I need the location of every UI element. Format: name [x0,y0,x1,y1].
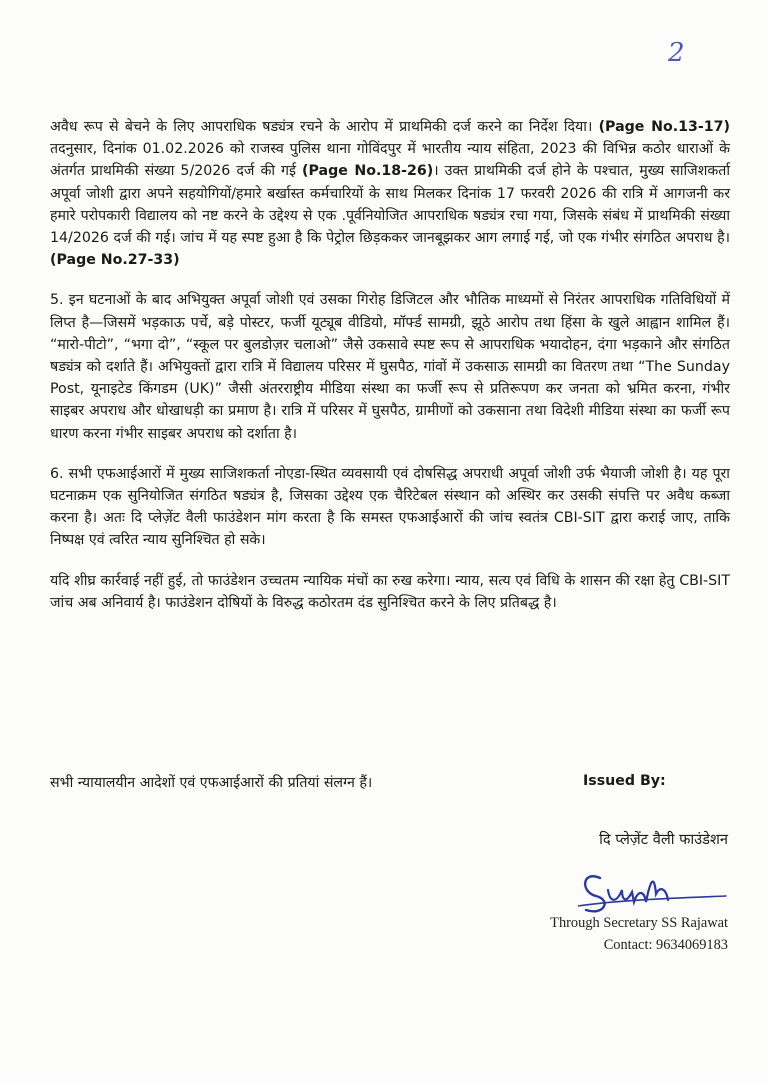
paragraph-closing [50,570,730,614]
issued-by-label: Issued By: [583,773,666,789]
page-number: 2 [668,38,685,68]
page-reference: (Page No.27-33) [50,252,180,269]
body-text: यदि शीघ्र कार्रवाई नहीं हुई, तो फाउंडेशन उच्चतम न्यायिक मंचों का रुख करेगा। न्याय, सत्य एवं विधि के शासन की रक्षा हेतु CBI-SIT जांच अब अनिवार्य है। फाउंडेशन दोषियों के विरुद्ध कठोरतम दंड सुनिश्चित करने के लिए प्रतिबद्ध है। [50,572,730,611]
body-text: 6. सभी एफआईआरों में मुख्य साजिशकर्ता नोएडा-स्थित व्यवसायी एवं दोषसिद्ध अपराधी अपूर्वा जोशी उर्फ भैयाजी जोशी है। यह पूरा घटनाक्रम एक सुनियोजित संगठित षड्यंत्र है, जिसका उद्देश्य एक चैरिटेबल संस्थान को अस्थिर कर उसकी संपत्ति पर अवैध कब्जा करना है। अतः दि प्लेज़ेंट वैली फाउंडेशन मांग करता है कि समस्त एफआईआरों की जांच स्वतंत्र CBI-SIT द्वारा कराई जाए, ताकि निष्पक्ष एवं त्वरित न्याय सुनिश्चित हो सके। [50,465,730,549]
enclosure-row [50,773,730,792]
body-text: तदनुसार, दिनांक 01.02.2026 को राजस्व पुलिस थाना गोविंदपुर में भारतीय न्याय संहिता, 2023 की विभिन्न कठोर धाराओं के अंतर्गत प्राथमिकी संख्या 5/2026 दर्ज की गई [50,141,730,180]
letter-body [50,116,730,632]
paragraph-6 [50,463,730,552]
page-reference: (Page No.18-26) [302,163,434,180]
body-text: अवैध रूप से बेचने के लिए आपराधिक षड्यंत्र रचने के आरोप में प्राथमिकी दर्ज करने का निर्देश दिया। [50,119,599,135]
foundation-name: दि प्लेज़ेंट वैली फाउंडेशन [599,831,728,848]
contact-line: Contact: 9634069183 [603,937,728,953]
secretary-line: Through Secretary SS Rajawat [550,915,728,931]
page-reference: (Page No.13-17) [598,119,730,135]
enclosure-note: सभी न्यायालयीन आदेशों एवं एफआईआरों की प्रतियां संलग्न हैं। [50,775,373,791]
signature [578,860,728,920]
body-text: । उक्त प्राथमिकी दर्ज होने के पश्चात, मुख्य साजिशकर्ता अपूर्वा जोशी द्वारा अपने सहयोगियों/हमारे बर्खास्त कर्मचारियों के साथ मिलकर दिनांक 17 फरवरी 2026 की रात्रि में आगजनी कर हमारे परोपकारी विद्यालय को नष्ट करने के उद्देश्य से एक .पूर्वनियोजित आपराधिक षड्यंत्र रचा गया, जिसके संबंध में प्राथमिकी संख्या 14/2026 दर्ज की गई। जांच में यह स्पष्ट हुआ है कि पेट्रोल छिड़ककर जानबूझकर आग लगाई गई, जो एक गंभीर संगठित अपराध है। [50,163,731,247]
paragraph-5 [50,289,730,444]
body-text: 5. इन घटनाओं के बाद अभियुक्त अपूर्वा जोशी एवं उसका गिरोह डिजिटल और भौतिक माध्यमों से निरंतर आपराधिक गतिविधियों में लिप्त है—जिसमें भड़काऊ पर्चे, बड़े पोस्टर, फर्जी यूट्यूब वीडियो, मॉर्फ्ड सामग्री, झूठे आरोप तथा हिंसा के खुले आह्वान शामिल हैं। “मारो-पीटो”, “भगा दो”, “स्कूल पर बुलडोज़र चलाओ” जैसे उकसावे स्पष्ट रूप से आपराधिक भयादोहन, दंगा भड़काने और संगठित षड्यंत्र को दर्शाते हैं। अभियुक्तों द्वारा रात्रि में विद्यालय परिसर में घुसपैठ, गांवों में उकसाऊ सामग्री का वितरण तथा “The Sunday Post, यूनाइटेड किंगडम (UK)” जैसी अंतरराष्ट्रीय मीडिया संस्था का फर्जी रूप से प्रतिरूपण कर जनता को भ्रमित करना, गंभीर साइबर अपराध और धोखाधड़ी का प्रमाण है। रात्रि में परिसर में घुसपैठ, ग्रामीणों को उकसाना तथा विदेशी मीडिया संस्था का फर्जी रूप धारण करना गंभीर साइबर अपराध को दर्शाता है। [50,292,730,442]
paragraph-continuation [50,116,730,271]
